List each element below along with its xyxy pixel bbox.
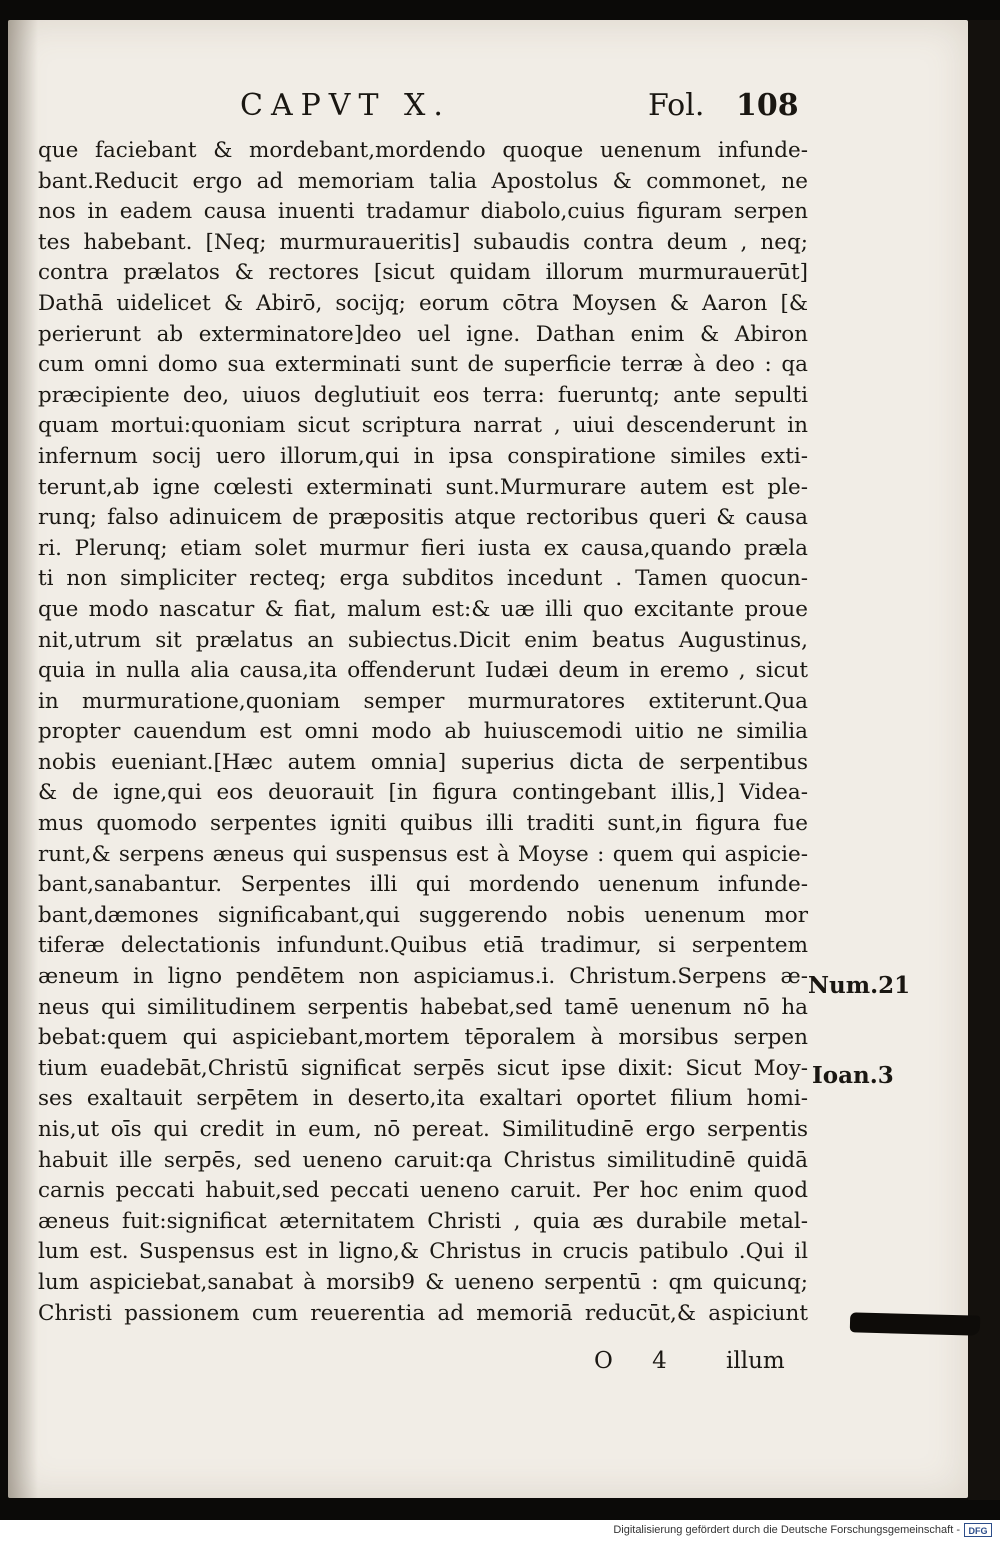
folio-label: Fol. [648, 88, 705, 123]
running-head [8, 88, 968, 132]
text-line: ses exaltauit serpētem in deserto,ita exaltari oportet filium homi- [38, 1086, 808, 1112]
text-line: æneus fuit:significat æternitatem Christi , quia æs durabile metal- [38, 1208, 808, 1234]
dfg-logo: DFG [964, 1523, 992, 1537]
footer-credit: Digitalisierung gefördert durch die Deutsche Forschungsgemeinschaft - [613, 1524, 960, 1536]
text-line: tiferæ delectationis infundunt.Quibus etiā tradimur, si serpentem [38, 933, 808, 959]
text-line: quam mortui:quoniam sicut scriptura narrat , uiui descenderunt in [38, 413, 808, 439]
text-line: infernum socij uero illorum,qui in ipsa conspiratione similes exti- [38, 443, 808, 469]
text-line: in murmuratione,quoniam semper murmuratores extiterunt.Qua [38, 688, 808, 714]
book-edge [968, 20, 1000, 1500]
text-line: nobis eueniant.[Hæc autem omnia] superius dicta de serpentibus [38, 749, 808, 775]
text-line: bant.Reducit ergo ad memoriam talia Apostolus & commonet, ne [38, 168, 808, 194]
text-line: terunt,ab igne cœlesti exterminati sunt.Murmurare autem est ple- [38, 474, 808, 500]
text-line: nis,ut oīs qui credit in eum, nō pereat. Similitudinē ergo serpentis [38, 1117, 808, 1142]
text-line: carnis peccati habuit,sed peccati ueneno caruit. Per hoc enim quod [38, 1178, 808, 1204]
text-line: cum omni domo sua exterminati sunt de superficie terræ à deo : qa [38, 352, 808, 378]
book-page [8, 20, 968, 1498]
catchline [8, 1348, 968, 1382]
text-line: runt,& serpens æneus qui suspensus est à Moyse : quem qui aspicie- [38, 841, 808, 867]
body-text [38, 136, 808, 1329]
text-line: tium euadebāt,Christū significat serpēs sicut ipse dixit: Sicut Moy- [38, 1055, 808, 1081]
text-line: nos in eadem causa inuenti tradamur diabolo,cuius figuram serpen [38, 199, 808, 225]
text-line: præcipiente deo, uiuos deglutiuit eos terra: fueruntq; ante sepulti [38, 382, 808, 408]
chapter-heading: CAPVT X. [240, 88, 451, 123]
text-line: bant,sanabantur. Serpentes illi qui mordendo uenenum infunde- [38, 872, 808, 898]
text-line: bant,dæmones significabant,qui suggerendo nobis uenenum mor [38, 902, 808, 928]
marginal-reference-num: Num.21 [808, 972, 911, 999]
signature-mark: O 4 [594, 1348, 683, 1374]
text-line: perierunt ab exterminatore]deo uel igne. Dathan enim & Abiron [38, 321, 808, 347]
text-line: ti non simpliciter recteq; erga subditos incedunt . Tamen quocun- [38, 566, 808, 592]
text-line: ri. Plerunq; etiam solet murmur fieri iusta ex causa,quando præla [38, 535, 808, 561]
text-line: contra prælatos & rectores [sicut quidam illorum murmurauerūt] [38, 260, 808, 286]
text-line: quia in nulla alia causa,ita offenderunt Iudæi deum in eremo , sicut [38, 658, 808, 684]
text-line: neus qui similitudinem serpentis habebat,sed tamē uenenum nō ha [38, 994, 808, 1020]
binding-shadow [8, 20, 38, 1498]
footer-bar [0, 1520, 1000, 1541]
text-line: habuit ille serpēs, sed ueneno caruit:qa Christus similitudinē quidā [38, 1147, 808, 1173]
text-line: tes habebant. [Neq; murmuraueritis] subaudis contra deum , neq; [38, 229, 808, 255]
text-line: bebat:quem qui aspiciebant,mortem tēporalem à morsibus serpen [38, 1025, 808, 1051]
text-line: Christi passionem cum reuerentia ad memoriā reducūt,& aspiciunt [38, 1300, 808, 1326]
text-line: Dathā uidelicet & Abirō, socijq; eorum cōtra Moysen & Aaron [& [38, 290, 808, 316]
text-line: runq; falso adinuicem de præpositis atque rectoribus queri & causa [38, 505, 808, 531]
ink-blot [850, 1312, 980, 1335]
folio-number: 108 [736, 88, 799, 123]
text-line: mus quomodo serpentes igniti quibus illi traditi sunt,in figura fue [38, 811, 808, 837]
text-line: que modo nascatur & fiat, malum est:& uæ illi quo excitante proue [38, 596, 808, 622]
catchword: illum [726, 1348, 785, 1374]
text-line: & de igne,qui eos deuorauit [in figura contingebant illis,] Videa- [38, 780, 808, 806]
text-line: lum est. Suspensus est in ligno,& Christus in crucis patibulo .Qui il [38, 1239, 808, 1265]
text-line: lum aspiciebat,sanabat à morsib9 & ueneno serpentū : qm quicunq; [38, 1269, 808, 1295]
text-line: propter cauendum est omni modo ab huiuscemodi uitio ne similia [38, 719, 808, 745]
text-line: nit,utrum sit prælatus an subiectus.Dicit enim beatus Augustinus, [38, 627, 808, 653]
text-line: æneum in ligno pendētem non aspiciamus.i. Christum.Serpens æ- [38, 964, 808, 990]
text-line: que faciebant & mordebant,mordendo quoque uenenum infunde- [38, 138, 808, 163]
marginal-reference-ioan: Ioan.3 [812, 1062, 894, 1089]
